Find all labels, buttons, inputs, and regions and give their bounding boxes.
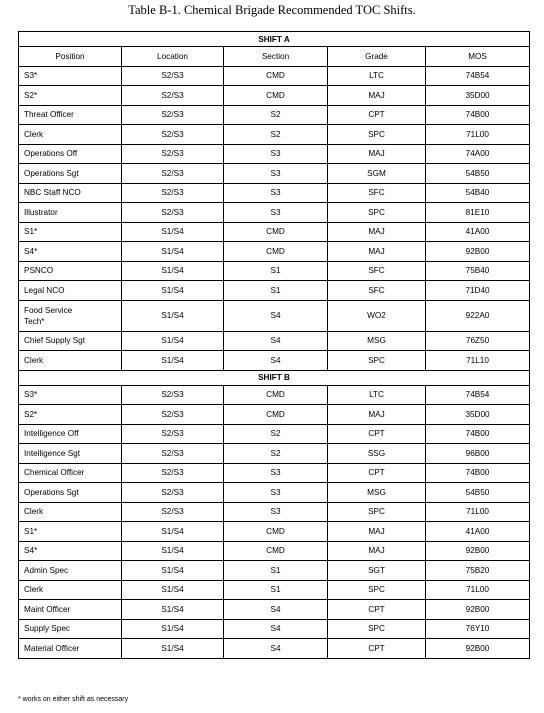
section-cell: S2: [224, 125, 328, 145]
table-row: [19, 405, 530, 425]
location-cell: S1/S4: [122, 619, 224, 639]
position-cell: Food Service Tech*: [19, 300, 122, 331]
location-cell: S2/S3: [122, 105, 224, 125]
section-cell: S4: [224, 331, 328, 351]
position-cell: NBC Staff NCO: [19, 183, 122, 203]
grade-cell: CPT: [328, 424, 426, 444]
grade-cell: MSG: [328, 483, 426, 503]
section-cell: S4: [224, 300, 328, 331]
grade-cell: LTC: [328, 385, 426, 405]
section-cell: S4: [224, 351, 328, 371]
footnote: * works on either shift as necessary: [18, 696, 129, 703]
table-row: [19, 261, 530, 281]
table-row: [19, 351, 530, 371]
section-cell: S2: [224, 444, 328, 464]
position-cell: S4*: [19, 242, 122, 262]
grade-cell: MAJ: [328, 144, 426, 164]
table-row: [19, 222, 530, 242]
shift-b-header-row: [19, 370, 530, 385]
grade-cell: MAJ: [328, 242, 426, 262]
location-cell: S1/S4: [122, 522, 224, 542]
section-cell: CMD: [224, 222, 328, 242]
location-cell: S2/S3: [122, 502, 224, 522]
column-header: Section: [224, 47, 328, 67]
location-cell: S2/S3: [122, 183, 224, 203]
table-row: [19, 463, 530, 483]
grade-cell: SFC: [328, 183, 426, 203]
table-row: [19, 125, 530, 145]
location-cell: S2/S3: [122, 463, 224, 483]
grade-cell: CPT: [328, 600, 426, 620]
section-cell: S3: [224, 203, 328, 223]
section-cell: S3: [224, 483, 328, 503]
section-cell: CMD: [224, 405, 328, 425]
location-cell: S1/S4: [122, 242, 224, 262]
table-row: [19, 331, 530, 351]
grade-cell: SPC: [328, 351, 426, 371]
section-cell: S2: [224, 105, 328, 125]
position-cell: Operations Sgt: [19, 164, 122, 184]
mos-cell: 35D00: [426, 86, 530, 106]
mos-cell: 96B00: [426, 444, 530, 464]
grade-cell: SGT: [328, 561, 426, 581]
mos-cell: 74B00: [426, 424, 530, 444]
section-cell: CMD: [224, 86, 328, 106]
location-cell: S1/S4: [122, 561, 224, 581]
position-cell: Clerk: [19, 502, 122, 522]
grade-cell: MSG: [328, 331, 426, 351]
mos-cell: 74A00: [426, 144, 530, 164]
position-cell: Admin Spec: [19, 561, 122, 581]
mos-cell: 54B50: [426, 164, 530, 184]
section-cell: S3: [224, 502, 328, 522]
table-row: [19, 86, 530, 106]
table-row: [19, 639, 530, 659]
table-row: [19, 424, 530, 444]
grade-cell: MAJ: [328, 541, 426, 561]
section-cell: S1: [224, 561, 328, 581]
section-cell: S2: [224, 424, 328, 444]
table-row: [19, 502, 530, 522]
table-row: [19, 300, 530, 331]
table-row: [19, 483, 530, 503]
section-cell: CMD: [224, 541, 328, 561]
table-row: [19, 242, 530, 262]
column-header: Position: [19, 47, 122, 67]
table-row: [19, 580, 530, 600]
column-header: MOS: [426, 47, 530, 67]
section-cell: S1: [224, 580, 328, 600]
location-cell: S2/S3: [122, 125, 224, 145]
mos-cell: 92B00: [426, 242, 530, 262]
mos-cell: 92B00: [426, 600, 530, 620]
position-cell: S2*: [19, 405, 122, 425]
mos-cell: 74B00: [426, 105, 530, 125]
location-cell: S1/S4: [122, 331, 224, 351]
grade-cell: SPC: [328, 580, 426, 600]
grade-cell: MAJ: [328, 522, 426, 542]
section-cell: CMD: [224, 66, 328, 86]
location-cell: S2/S3: [122, 66, 224, 86]
grade-cell: MAJ: [328, 405, 426, 425]
position-cell: Operations Off: [19, 144, 122, 164]
section-cell: S4: [224, 600, 328, 620]
mos-cell: 41A00: [426, 222, 530, 242]
position-cell: Clerk: [19, 125, 122, 145]
mos-cell: 92B00: [426, 541, 530, 561]
mos-cell: 74B00: [426, 463, 530, 483]
mos-cell: 54B40: [426, 183, 530, 203]
mos-cell: 92B00: [426, 639, 530, 659]
location-cell: S2/S3: [122, 203, 224, 223]
mos-cell: 75B40: [426, 261, 530, 281]
position-cell: S4*: [19, 541, 122, 561]
position-cell: Chief Supply Sgt: [19, 331, 122, 351]
grade-cell: SPC: [328, 125, 426, 145]
grade-cell: MAJ: [328, 222, 426, 242]
section-cell: S4: [224, 639, 328, 659]
mos-cell: 71L00: [426, 502, 530, 522]
location-cell: S1/S4: [122, 222, 224, 242]
table-row: [19, 541, 530, 561]
position-cell: Threat Officer: [19, 105, 122, 125]
section-cell: S3: [224, 463, 328, 483]
position-cell: S1*: [19, 222, 122, 242]
grade-cell: LTC: [328, 66, 426, 86]
section-cell: S3: [224, 183, 328, 203]
location-cell: S1/S4: [122, 351, 224, 371]
section-cell: CMD: [224, 242, 328, 262]
section-cell: S4: [224, 619, 328, 639]
mos-cell: 74B54: [426, 385, 530, 405]
location-cell: S1/S4: [122, 300, 224, 331]
shift-a-label: SHIFT A: [19, 32, 530, 47]
section-cell: S3: [224, 164, 328, 184]
grade-cell: SPC: [328, 502, 426, 522]
position-cell: PSNCO: [19, 261, 122, 281]
location-cell: S2/S3: [122, 424, 224, 444]
mos-cell: 81E10: [426, 203, 530, 223]
location-cell: S2/S3: [122, 144, 224, 164]
mos-cell: 75B20: [426, 561, 530, 581]
grade-cell: SSG: [328, 444, 426, 464]
position-cell: S3*: [19, 66, 122, 86]
section-cell: CMD: [224, 522, 328, 542]
mos-cell: 76Z50: [426, 331, 530, 351]
table-row: [19, 144, 530, 164]
column-header: Grade: [328, 47, 426, 67]
grade-cell: SPC: [328, 203, 426, 223]
grade-cell: SGM: [328, 164, 426, 184]
mos-cell: 76Y10: [426, 619, 530, 639]
table-row: [19, 183, 530, 203]
grade-cell: SFC: [328, 281, 426, 301]
grade-cell: CPT: [328, 463, 426, 483]
table-row: [19, 203, 530, 223]
table-row: [19, 66, 530, 86]
location-cell: S2/S3: [122, 86, 224, 106]
column-header-row: [19, 47, 530, 67]
position-cell: Supply Spec: [19, 619, 122, 639]
grade-cell: CPT: [328, 639, 426, 659]
table-row: [19, 522, 530, 542]
shift-a-header-row: [19, 32, 530, 47]
table-row: [19, 164, 530, 184]
location-cell: S2/S3: [122, 444, 224, 464]
position-cell: Intelligence Off: [19, 424, 122, 444]
position-cell: Legal NCO: [19, 281, 122, 301]
grade-cell: CPT: [328, 105, 426, 125]
position-cell: S3*: [19, 385, 122, 405]
location-cell: S2/S3: [122, 483, 224, 503]
position-cell: Maint Officer: [19, 600, 122, 620]
section-cell: CMD: [224, 385, 328, 405]
mos-cell: 41A00: [426, 522, 530, 542]
position-cell: Material Officer: [19, 639, 122, 659]
toc-shifts-table: [18, 31, 530, 659]
section-cell: S1: [224, 281, 328, 301]
mos-cell: 71L00: [426, 125, 530, 145]
mos-cell: 71L00: [426, 580, 530, 600]
mos-cell: 74B54: [426, 66, 530, 86]
table-row: [19, 561, 530, 581]
shift-b-label: SHIFT B: [19, 370, 530, 385]
location-cell: S1/S4: [122, 261, 224, 281]
location-cell: S1/S4: [122, 541, 224, 561]
table-title: Table B-1. Chemical Brigade Recommended TOC Shifts.: [128, 3, 416, 17]
table-row: [19, 619, 530, 639]
location-cell: S2/S3: [122, 164, 224, 184]
position-cell: S2*: [19, 86, 122, 106]
mos-cell: 71L10: [426, 351, 530, 371]
column-header: Location: [122, 47, 224, 67]
location-cell: S1/S4: [122, 639, 224, 659]
position-cell: Operations Sgt: [19, 483, 122, 503]
location-cell: S2/S3: [122, 405, 224, 425]
mos-cell: 35D00: [426, 405, 530, 425]
position-cell: Clerk: [19, 351, 122, 371]
mos-cell: 54B50: [426, 483, 530, 503]
grade-cell: SPC: [328, 619, 426, 639]
position-cell: Intelligence Sgt: [19, 444, 122, 464]
position-cell: Illustrator: [19, 203, 122, 223]
table-row: [19, 385, 530, 405]
section-cell: S3: [224, 144, 328, 164]
section-cell: S1: [224, 261, 328, 281]
table-row: [19, 444, 530, 464]
table-row: [19, 600, 530, 620]
grade-cell: SFC: [328, 261, 426, 281]
mos-cell: 922A0: [426, 300, 530, 331]
position-cell: Clerk: [19, 580, 122, 600]
grade-cell: MAJ: [328, 86, 426, 106]
position-cell: Chemical Officer: [19, 463, 122, 483]
table-row: [19, 281, 530, 301]
position-cell: S1*: [19, 522, 122, 542]
location-cell: S1/S4: [122, 600, 224, 620]
location-cell: S1/S4: [122, 281, 224, 301]
mos-cell: 71D40: [426, 281, 530, 301]
location-cell: S2/S3: [122, 385, 224, 405]
grade-cell: WO2: [328, 300, 426, 331]
location-cell: S1/S4: [122, 580, 224, 600]
table-row: [19, 105, 530, 125]
